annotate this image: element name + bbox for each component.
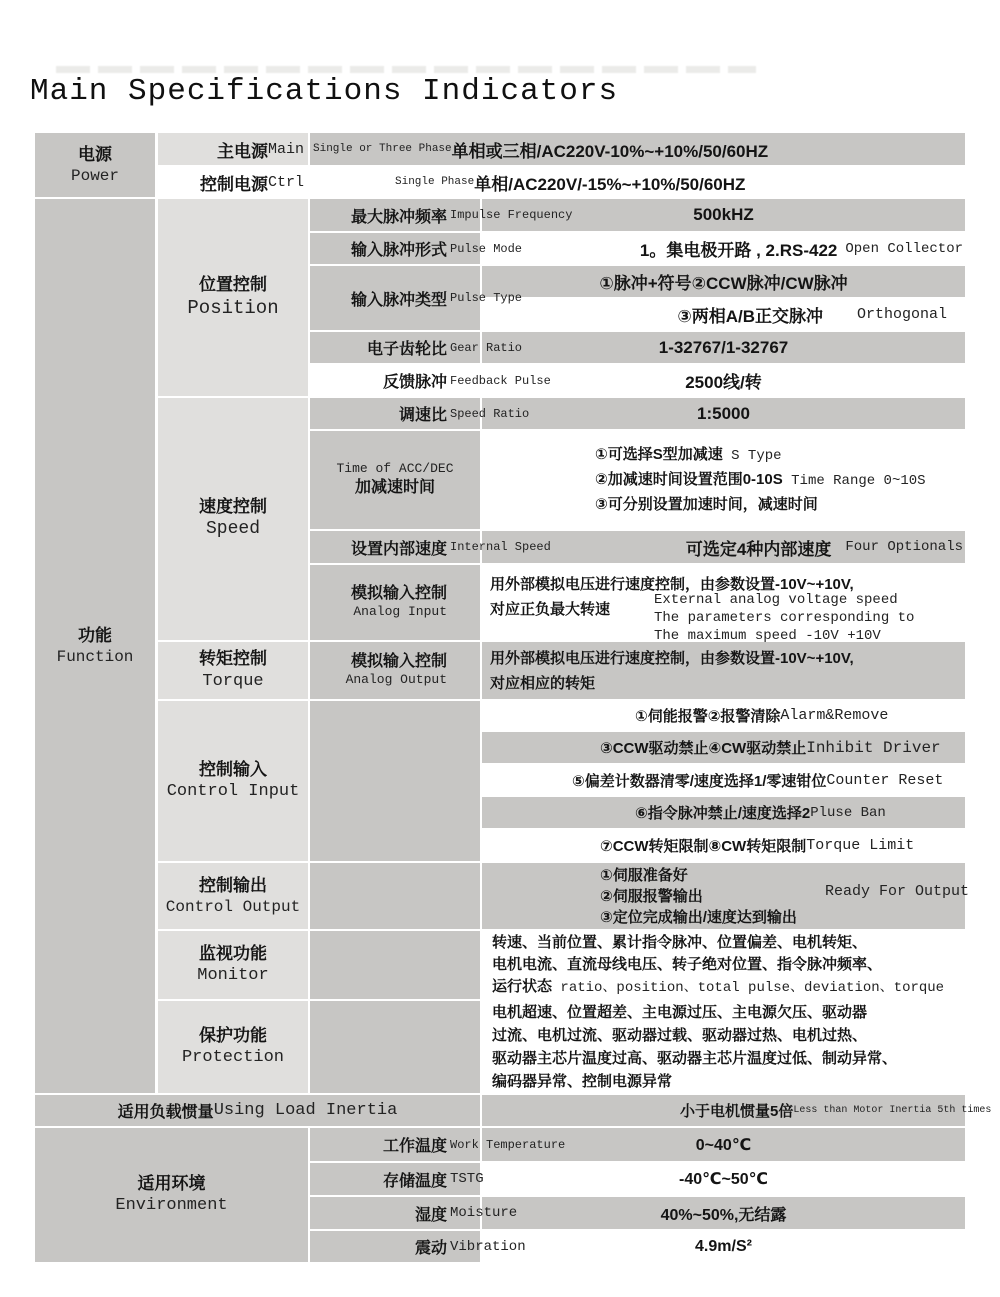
speed-ratio-label bbox=[310, 398, 530, 429]
monitor-section-cell bbox=[158, 931, 308, 999]
work-temp-en: Work Temperature bbox=[450, 1137, 566, 1152]
pulse-type-label bbox=[310, 266, 523, 330]
ctrl-power-label-cn: 控制电源 bbox=[199, 174, 268, 194]
analog-output-en: Analog Output bbox=[345, 672, 447, 688]
acc-line1-cn: ①可选择S型加减速 bbox=[595, 446, 723, 463]
co-line3: ③定位完成输出/速度达到输出 bbox=[600, 908, 797, 926]
protection-line4: 编码器异常、控制电源异常 bbox=[492, 1073, 673, 1090]
control-output-cn: 控制输出 bbox=[199, 875, 267, 895]
speed-section-cn: 速度控制 bbox=[199, 497, 267, 517]
acc-dec-label bbox=[310, 431, 480, 529]
monitor-en: Monitor bbox=[197, 966, 269, 985]
control-input-row-2 bbox=[482, 732, 965, 763]
protection-line3: 驱动器主芯片温度过高、驱动器主芯片温度过低、制动异常、 bbox=[492, 1050, 898, 1067]
analog-value-line1: 用外部模拟电压进行速度控制，由参数设置-10V~+10V, bbox=[490, 576, 854, 593]
control-output-value bbox=[482, 863, 970, 929]
pulse-mode-label bbox=[310, 233, 523, 264]
co-line2: ②伺服报警输出 bbox=[600, 887, 703, 905]
protection-cn: 保护功能 bbox=[199, 1025, 267, 1045]
torque-value-line1: 用外部模拟电压进行速度控制，由参数设置-10V~+10V, bbox=[490, 649, 854, 667]
environment-cn: 适用环境 bbox=[137, 1173, 206, 1193]
monitor-line3-cn: 运行状态 bbox=[492, 977, 553, 995]
pulse-mode-value bbox=[482, 233, 965, 264]
position-section-en: Position bbox=[187, 297, 279, 320]
feedback-pulse-en: Feedback Pulse bbox=[450, 373, 551, 388]
main-power-label bbox=[158, 133, 308, 165]
impulse-frequency-cn: 最大脉冲频率 bbox=[350, 208, 447, 226]
control-input-row-4 bbox=[482, 797, 965, 828]
pulse-mode-value-cn: 1。集电极开路 , 2.RS-422 bbox=[639, 241, 838, 260]
gear-ratio-cn: 电子齿轮比 bbox=[366, 341, 447, 358]
monitor-line3-en: ratio、position、total pulse、deviation、torque bbox=[552, 979, 945, 996]
main-power-value-cn: 单相或三相/AC220V-10%~+10%/50/60HZ bbox=[451, 141, 769, 161]
environment-en: Environment bbox=[115, 1196, 228, 1215]
torque-section-cn: 转矩控制 bbox=[199, 649, 267, 669]
load-inertia-value-en: Less than Motor Inertia 5th times bbox=[793, 1105, 992, 1116]
acc-line2-cn: ②加减速时间设置范围0-10S bbox=[595, 471, 783, 488]
main-power-value bbox=[310, 133, 965, 165]
speed-section-en: Speed bbox=[205, 519, 260, 540]
load-inertia-label bbox=[35, 1095, 480, 1126]
main-power-label-cn: 主电源 bbox=[216, 141, 268, 161]
ci-row5-cn: ⑦CCW转矩限制⑧CW转矩限制 bbox=[600, 838, 807, 855]
control-input-section-cell bbox=[158, 701, 308, 861]
acc-dec-en: Time of ACC/DEC bbox=[336, 461, 454, 477]
pulse-mode-en: Pulse Mode bbox=[450, 241, 523, 256]
moisture-label bbox=[310, 1197, 518, 1229]
analog-input-cn: 模拟输入控制 bbox=[350, 584, 447, 602]
work-temp-value-text: 0~40℃ bbox=[695, 1136, 752, 1154]
impulse-frequency-value-text: 500kHZ bbox=[693, 205, 754, 224]
storage-temp-value bbox=[482, 1163, 965, 1195]
ctrl-power-value bbox=[310, 167, 965, 197]
faded-text-artifact bbox=[56, 66, 756, 73]
work-temp-cn: 工作温度 bbox=[382, 1138, 447, 1155]
torque-value bbox=[482, 642, 965, 699]
ci-row2-en: Inhibit Driver bbox=[806, 738, 941, 757]
ctrl-power-value-cn: 单相/AC220V/-15%~+10%/50/60HZ bbox=[474, 174, 746, 194]
work-temp-label bbox=[310, 1128, 566, 1161]
acc-line3-cn: ③可分别设置加速时间，减速时间 bbox=[595, 496, 818, 513]
position-section-cell bbox=[158, 199, 308, 396]
ci-row3-en: Counter Reset bbox=[826, 771, 944, 789]
load-inertia-cn: 适用负载惯量 bbox=[117, 1104, 214, 1121]
speed-ratio-cn: 调速比 bbox=[398, 407, 447, 424]
gear-ratio-value-text: 1-32767/1-32767 bbox=[658, 337, 789, 357]
environment-section-cell bbox=[35, 1128, 308, 1262]
protection-section-cell bbox=[158, 1001, 308, 1093]
ci-row4-en: Pluse Ban bbox=[810, 804, 886, 821]
ctrl-power-label bbox=[158, 167, 308, 197]
analog-output-label bbox=[310, 642, 480, 699]
page-title: Main Specifications Indicators bbox=[30, 74, 619, 109]
acc-line2-en: Time Range 0~10S bbox=[782, 473, 926, 489]
main-power-value-en: Single or Three Phase bbox=[313, 143, 452, 155]
load-inertia-value-cn: 小于电机惯量5倍 bbox=[680, 1103, 794, 1120]
feedback-pulse-value-text: 2500线/转 bbox=[685, 373, 762, 392]
acc-dec-value bbox=[482, 431, 965, 529]
torque-section-en: Torque bbox=[202, 671, 264, 691]
acc-line1-en: S Type bbox=[722, 448, 782, 464]
ci-row1-cn: ①伺能报警②报警清除 bbox=[635, 708, 781, 725]
pulse-type-value-2 bbox=[482, 299, 965, 330]
protection-spacer-cell bbox=[310, 1001, 480, 1093]
pulse-type-value2-cn: ③两相A/B正交脉冲 bbox=[677, 307, 823, 326]
monitor-spacer-cell bbox=[310, 931, 480, 999]
co-en-note: Ready For Output bbox=[825, 883, 970, 900]
vibration-value bbox=[482, 1231, 965, 1262]
function-group-cell bbox=[35, 199, 155, 1093]
analog-en-line3: The maximum speed -10V +10V bbox=[654, 628, 881, 644]
acc-dec-cn: 加减速时间 bbox=[354, 479, 435, 497]
gear-ratio-en: Gear Ratio bbox=[450, 340, 523, 355]
speed-ratio-en: Speed Ratio bbox=[450, 406, 530, 421]
moisture-en: Moisture bbox=[450, 1205, 518, 1221]
protection-line2: 过流、电机过流、驱动器过载、驱动器过热、电机过热、 bbox=[492, 1027, 868, 1044]
main-power-label-en: Main bbox=[267, 140, 304, 158]
moisture-value-text: 40%~50%,无结露 bbox=[660, 1206, 787, 1224]
pulse-type-cn: 输入脉冲类型 bbox=[350, 291, 447, 309]
moisture-cn: 湿度 bbox=[414, 1206, 447, 1224]
power-group-en: Power bbox=[70, 166, 119, 185]
speed-ratio-value-text: 1:5000 bbox=[697, 403, 750, 423]
ci-row2-cn: ③CCW驱动禁止④CW驱动禁止 bbox=[600, 740, 807, 757]
power-group-cell bbox=[35, 133, 155, 197]
feedback-pulse-value bbox=[482, 365, 965, 396]
pulse-type-en: Pulse Type bbox=[450, 291, 523, 305]
internal-speed-en: Internal Speed bbox=[450, 540, 551, 554]
analog-en-line2: The parameters corresponding to bbox=[654, 610, 915, 626]
torque-value-line2: 对应相应的转矩 bbox=[490, 674, 596, 692]
internal-speed-value-cn: 可选定4种内部速度 bbox=[685, 539, 832, 559]
feedback-pulse-cn: 反馈脉冲 bbox=[382, 374, 447, 391]
pulse-type-value1-text: ①脉冲+符号②CCW脉冲/CW脉冲 bbox=[599, 274, 848, 293]
gear-ratio-value bbox=[482, 332, 965, 363]
function-group-cn: 功能 bbox=[78, 625, 112, 645]
control-input-cn: 控制输入 bbox=[199, 759, 267, 779]
control-output-spacer-cell bbox=[310, 863, 480, 929]
vibration-value-text: 4.9m/S² bbox=[695, 1237, 752, 1255]
protection-en: Protection bbox=[181, 1048, 285, 1067]
control-input-spacer-cell bbox=[310, 701, 480, 861]
control-input-row-1 bbox=[482, 701, 965, 730]
pulse-mode-value-en: Open Collector bbox=[845, 240, 963, 257]
analog-input-en: Analog Input bbox=[353, 604, 447, 620]
torque-section-cell bbox=[158, 642, 308, 699]
control-input-en: Control Input bbox=[166, 782, 300, 801]
load-inertia-en: Using Load Inertia bbox=[213, 1101, 398, 1120]
vibration-cn: 震动 bbox=[414, 1240, 447, 1257]
gear-ratio-label bbox=[310, 332, 523, 363]
pulse-mode-cn: 输入脉冲形式 bbox=[350, 242, 447, 259]
monitor-line2: 电机电流、直流母线电压、转子绝对位置、指令脉冲频率、 bbox=[492, 955, 883, 973]
ctrl-power-value-en: Single Phase bbox=[395, 176, 475, 188]
analog-value-en-block bbox=[654, 591, 914, 645]
protection-line1: 电机超速、位置超差、主电源过压、主电源欠压、驱动器 bbox=[492, 1004, 868, 1021]
pulse-type-value-1 bbox=[482, 266, 965, 297]
internal-speed-value-en: Four Optionals bbox=[845, 539, 963, 555]
monitor-value bbox=[482, 931, 965, 999]
analog-output-cn: 模拟输入控制 bbox=[350, 652, 447, 670]
position-section-cn: 位置控制 bbox=[199, 275, 267, 295]
storage-temp-value-text: -40℃~50℃ bbox=[678, 1171, 768, 1188]
ci-row3-cn: ⑤偏差计数器清零/速度选择1/零速钳位 bbox=[572, 772, 827, 790]
function-group-en: Function bbox=[56, 647, 134, 666]
monitor-cn: 监视功能 bbox=[199, 943, 267, 963]
speed-section-cell bbox=[158, 398, 308, 640]
ci-row1-en: Alarm&Remove bbox=[780, 707, 889, 724]
control-input-row-5 bbox=[482, 830, 965, 861]
vibration-en: Vibration bbox=[450, 1238, 526, 1255]
storage-temp-cn: 存储温度 bbox=[382, 1172, 447, 1190]
control-output-section-cell bbox=[158, 863, 308, 929]
control-input-row-3 bbox=[482, 765, 965, 795]
ci-row5-en: Torque Limit bbox=[806, 837, 915, 854]
ctrl-power-label-en: Ctrl bbox=[267, 173, 304, 191]
feedback-pulse-label bbox=[310, 365, 551, 396]
control-output-en: Control Output bbox=[165, 897, 301, 916]
analog-en-line1: External analog voltage speed bbox=[654, 592, 898, 608]
internal-speed-cn: 设置内部速度 bbox=[350, 540, 447, 558]
load-inertia-value bbox=[482, 1095, 992, 1126]
internal-speed-label bbox=[310, 531, 551, 563]
moisture-value bbox=[482, 1197, 965, 1229]
storage-temp-label bbox=[310, 1163, 484, 1195]
co-line1: ①伺服准备好 bbox=[600, 866, 688, 884]
analog-value-line2: 对应正负最大转速 bbox=[490, 601, 611, 618]
analog-input-label bbox=[310, 565, 480, 640]
storage-temp-en: TSTG bbox=[450, 1171, 484, 1187]
analog-input-value bbox=[482, 565, 965, 644]
internal-speed-value bbox=[482, 531, 965, 563]
impulse-frequency-en: Impulse Frequency bbox=[450, 208, 573, 222]
monitor-line1: 转速、当前位置、累计指令脉冲、位置偏差、电机转矩、 bbox=[492, 933, 868, 951]
ci-row4-cn: ⑥指令脉冲禁止/速度选择2 bbox=[635, 805, 811, 822]
speed-ratio-value bbox=[482, 398, 965, 429]
power-group-cn: 电源 bbox=[78, 144, 112, 164]
vibration-label bbox=[310, 1231, 526, 1262]
impulse-frequency-label bbox=[310, 199, 573, 231]
pulse-type-value2-en: Orthogonal bbox=[856, 306, 947, 323]
protection-value bbox=[482, 1001, 965, 1093]
